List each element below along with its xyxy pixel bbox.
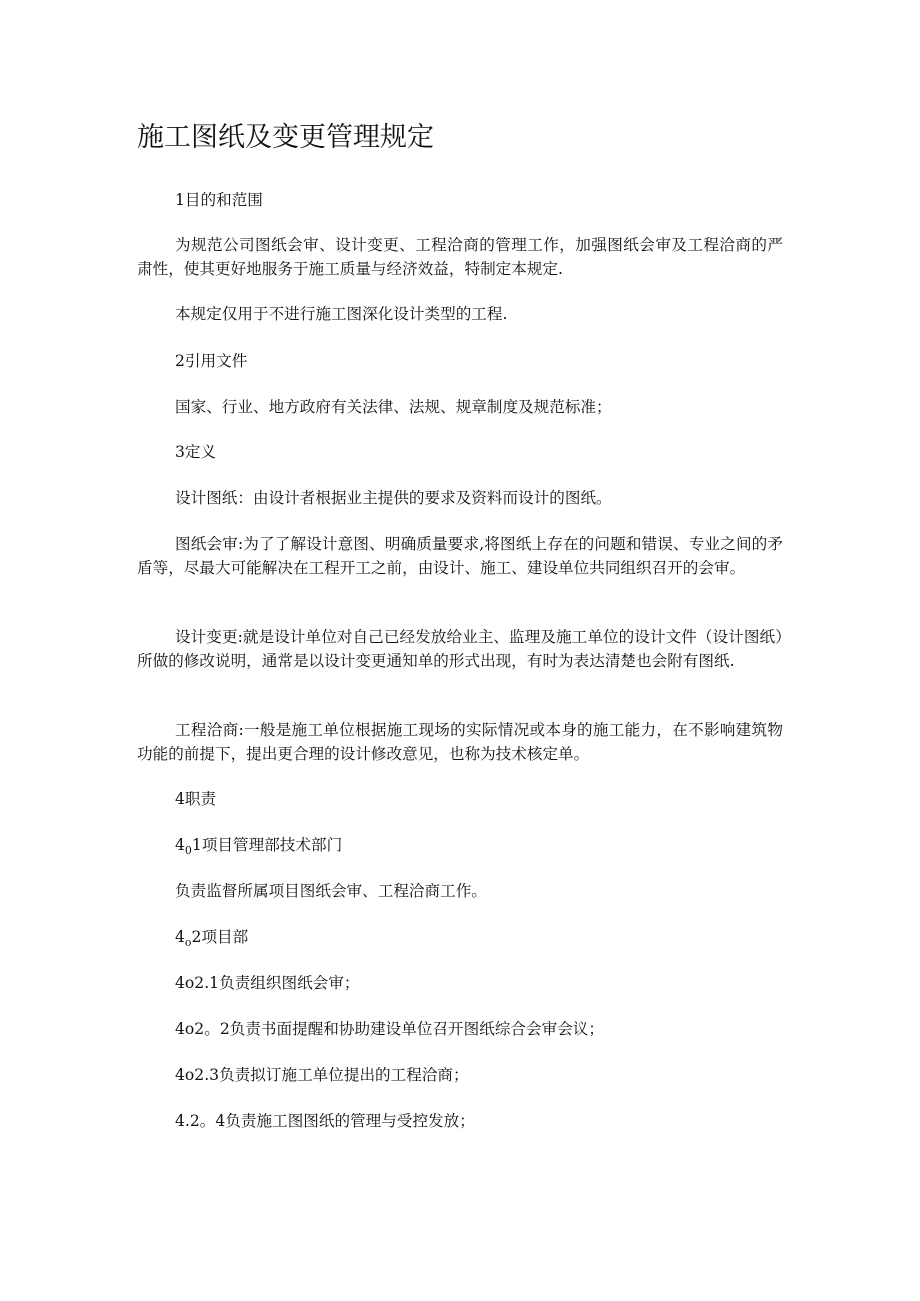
section-4-2-subscript: o (184, 936, 192, 949)
section-2-paragraph-1: 国家、行业、地方政府有关法律、法规、规章制度及规范标准； (175, 398, 612, 416)
section-3-engineering-negotiation: 工程洽商:一般是施工单位根据施工现场的实际情况或本身的施工能力，在不影响建筑物功能的前提下，提出更合理的设计修改意见，也称为技术核定单。 (137, 721, 783, 763)
section-4-1-title: 1项目管理部技术部门 (191, 836, 343, 854)
section-3-drawing-review: 图纸会审:为了了解设计意图、明确质量要求,将图纸上存在的问题和错误、专业之间的矛盾等，尽最大可能解决在工程开工之前，由设计、施工、建设单位共同组织召开的会审。 (137, 535, 783, 577)
section-3-design-change: 设计变更:就是设计单位对自己已经发放给业主、监理及施工单位的设计文件（设计图纸）所做的修改说明，通常是以设计变更通知单的形式出现，有时为表达清楚也会附有图纸. (137, 628, 783, 670)
section-4-1-paragraph: 负责监督所属项目图纸会审、工程洽商工作。 (175, 882, 487, 900)
section-4-2-title: 2项目部 (191, 928, 249, 946)
section-4-1-subscript: 0 (184, 844, 192, 857)
section-3-design-drawings: 设计图纸：由设计者根据业主提供的要求及资料而设计的图纸。 (175, 489, 612, 507)
section-3-heading: 3定义 (175, 443, 217, 461)
section-4-2-1-item: 4o2.1负责组织图纸会审； (175, 974, 360, 992)
section-4-2-4-item: 4.2。4负责施工图图纸的管理与受控发放； (175, 1112, 475, 1130)
section-4-1-heading (137, 833, 783, 863)
section-4-2-3-item: 4o2.3负责拟订施工单位提出的工程洽商； (175, 1066, 469, 1084)
section-1-heading: 1目的和范围 (175, 191, 263, 209)
section-1-paragraph-1: 为规范公司图纸会审、设计变更、工程洽商的管理工作，加强图纸会审及工程洽商的严肃性，使其更好地服务于施工质量与经济效益，特制定本规定. (137, 236, 783, 278)
section-4-1-number: 4 (175, 836, 185, 854)
section-4-heading: 4职责 (175, 790, 217, 808)
section-4-2-heading (137, 925, 783, 955)
section-2-heading: 2引用文件 (175, 352, 248, 370)
document-title: 施工图纸及变更管理规定 (137, 122, 434, 153)
section-1-paragraph-2: 本规定仅用于不进行施工图深化设计类型的工程. (175, 305, 508, 323)
section-4-2-number: 4 (175, 928, 185, 946)
section-4-2-2-item: 4o2。2负责书面提醒和协助建设单位召开图纸综合会审会议； (175, 1020, 604, 1038)
